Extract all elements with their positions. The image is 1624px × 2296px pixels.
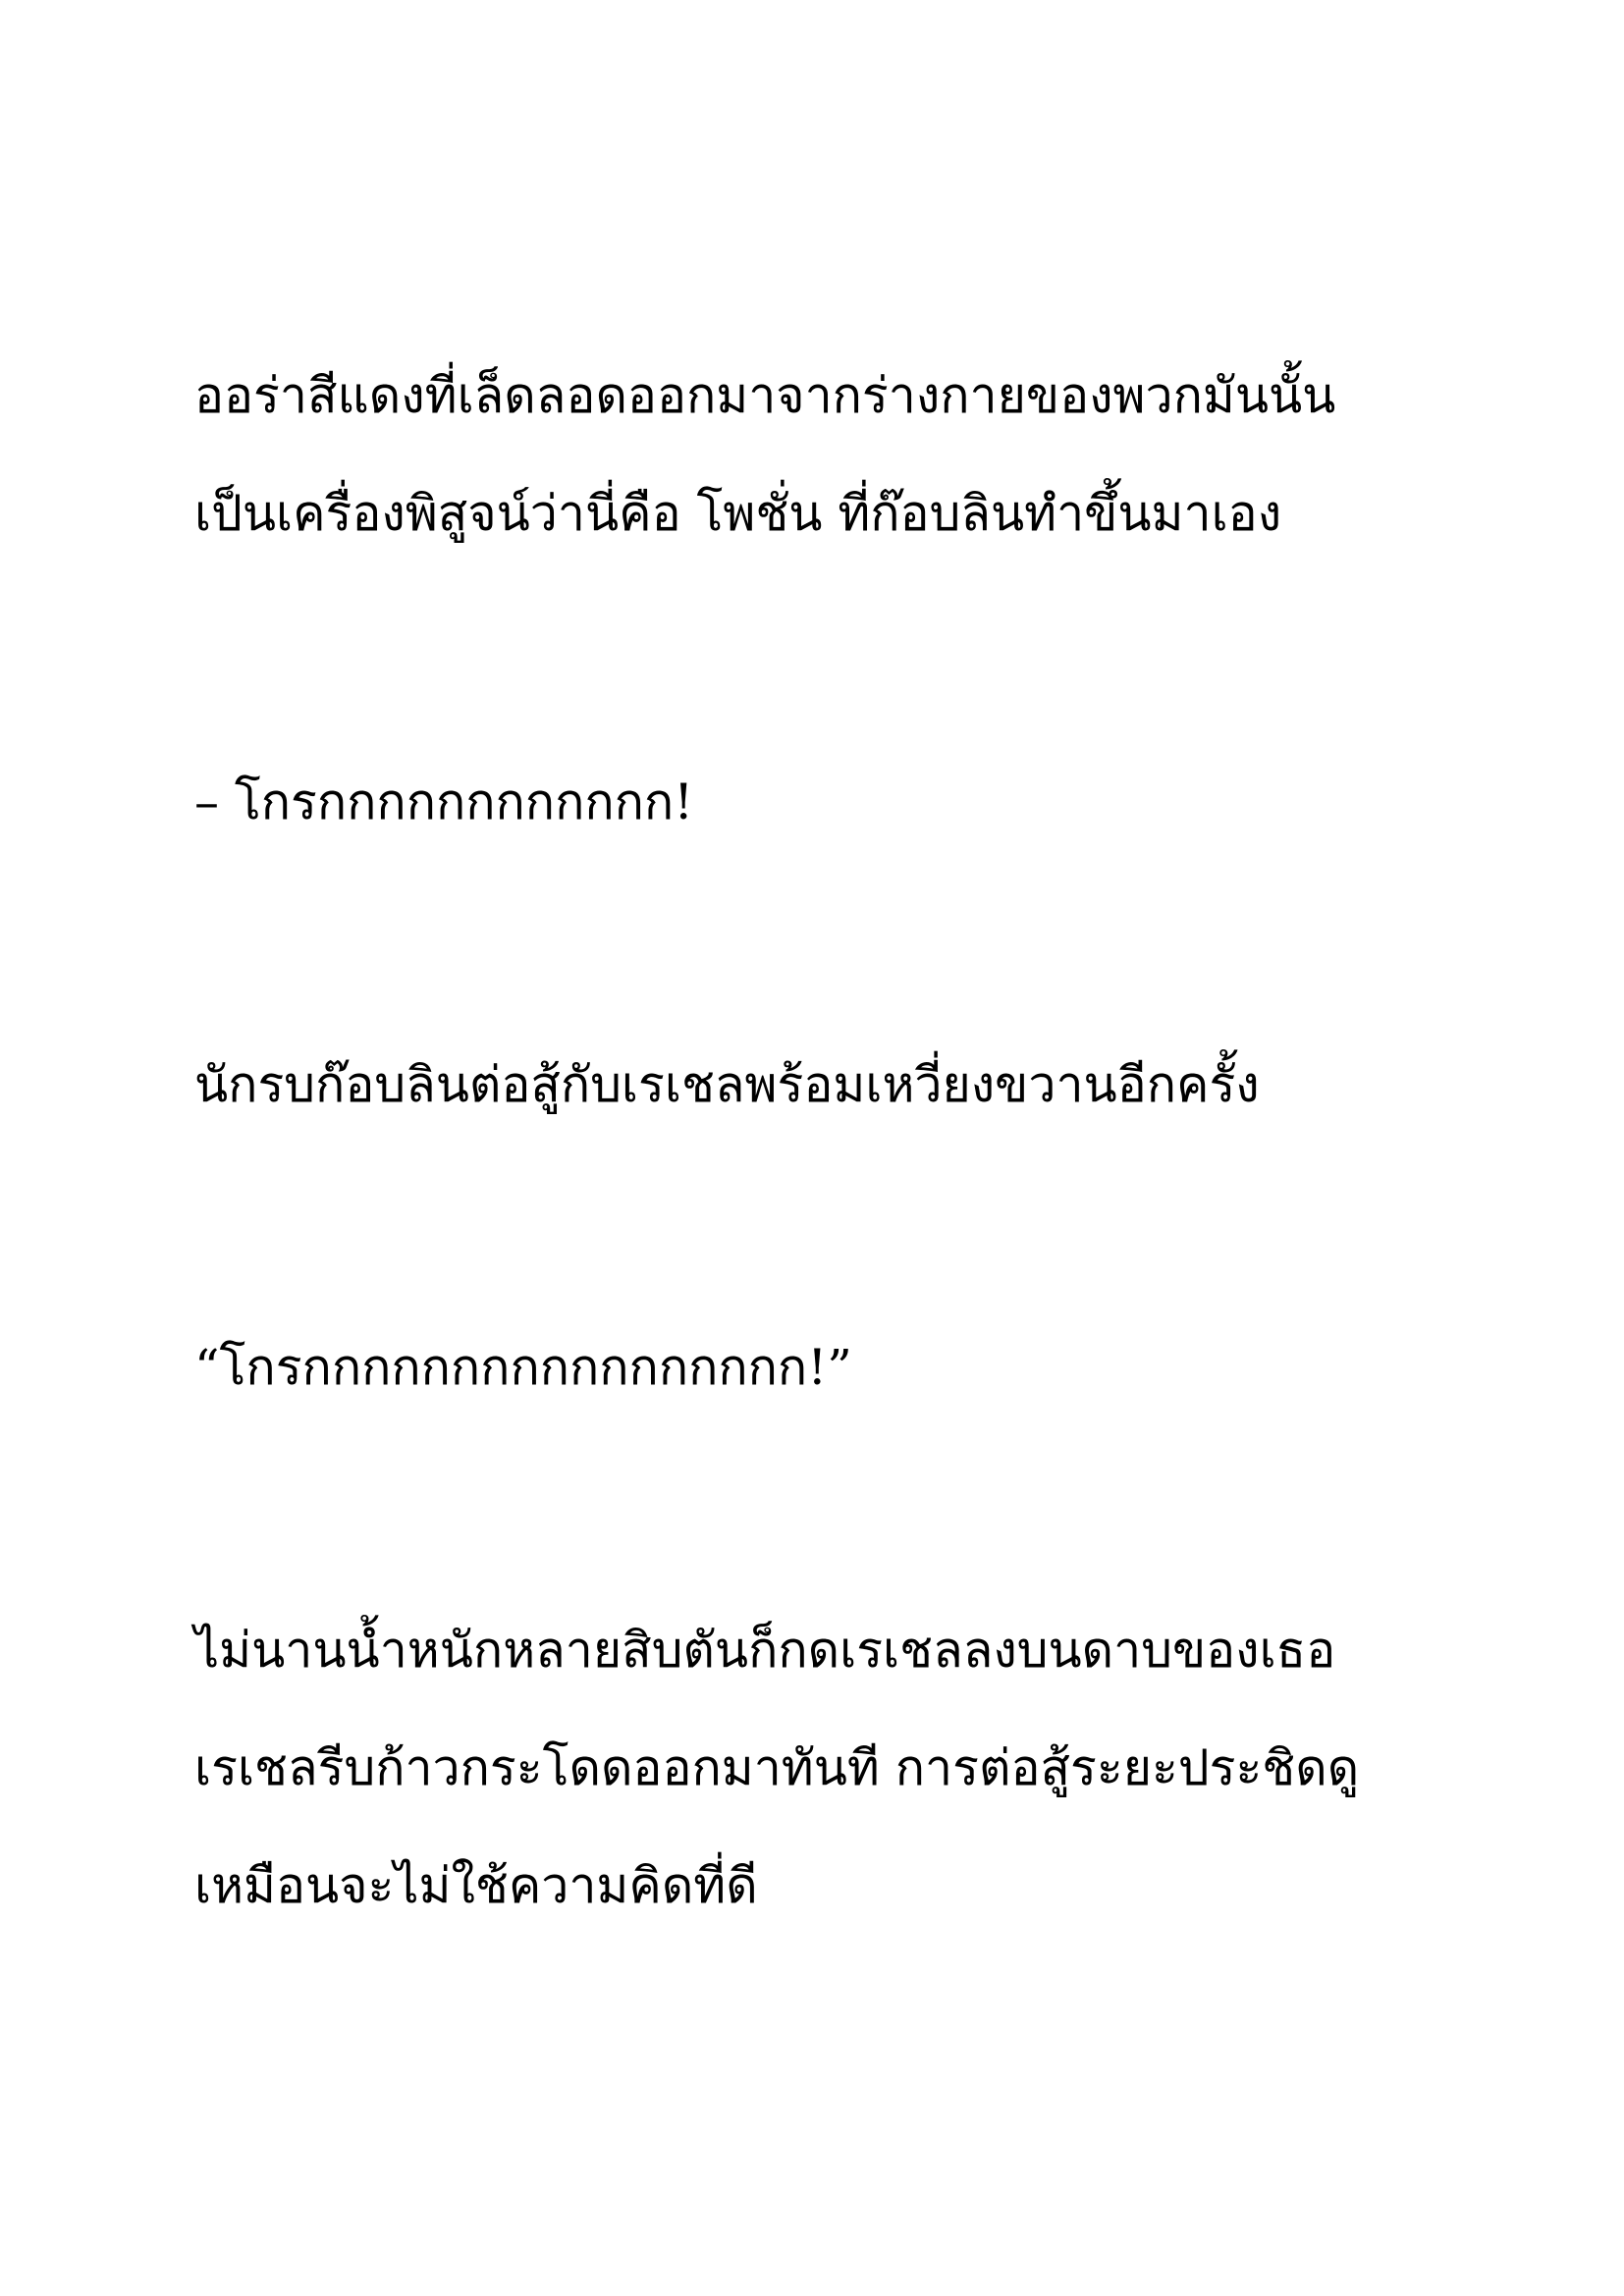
text-line: ไม่นานน้ำหนักหลายสิบตันก็กดเรเชลลงบนดาบของเธอ (194, 1622, 1336, 1679)
text-line: ออร่าสีแดงที่เล็ดลอดออกมาจากร่างกายของพวกมันนั้น (194, 367, 1336, 424)
text-line: – โกรกกกกกกกกกกกก! (194, 774, 694, 830)
text-line: เหมือนจะไม่ใช้ความคิดที่ดี (194, 1857, 758, 1914)
text-line: เรเชลรีบก้าวกระโดดออกมาทันที การต่อสู้ระยะประชิดดู (194, 1739, 1360, 1796)
text-line: เป็นเครื่องพิสูจน์ว่านี่คือ โพชั่น ที่ก๊อบลินทำขึ้นมาเอง (194, 485, 1282, 542)
text-line: นักรบก๊อบลินต่อสู้กับเรเชลพร้อมเหวี่ยงขวานอีกครั้ง (194, 1056, 1260, 1113)
text-line: “โกรกกกกกกกกกกกกกกกกก!” (194, 1339, 852, 1396)
